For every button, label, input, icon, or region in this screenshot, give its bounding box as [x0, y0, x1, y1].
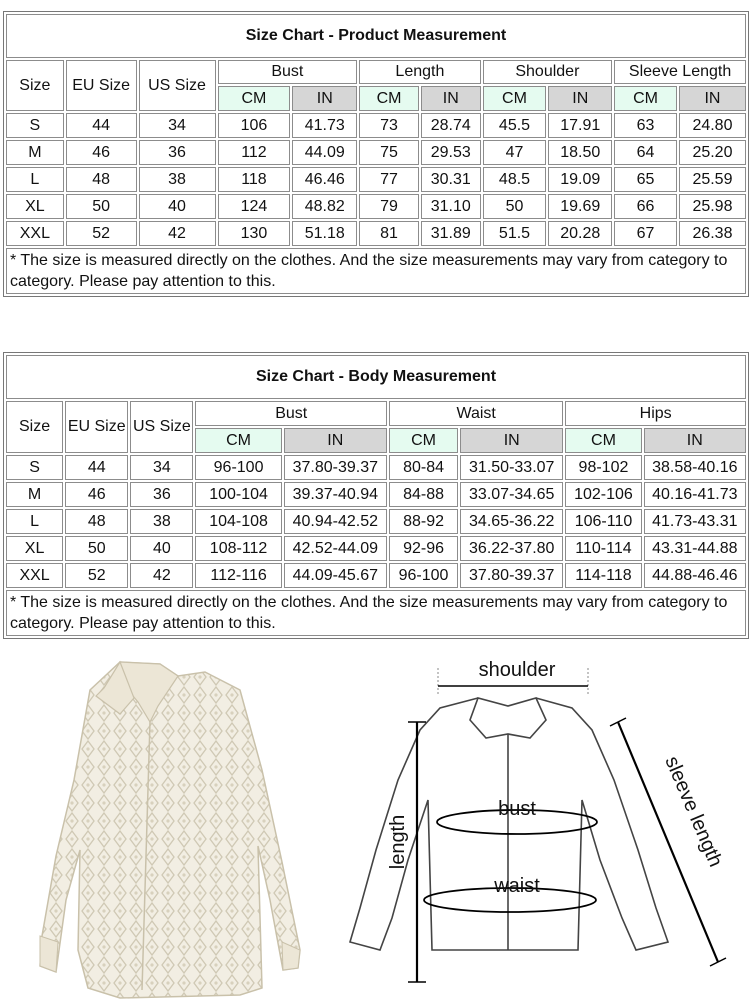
- product-chart-title: Size Chart - Product Measurement: [6, 14, 746, 58]
- unit-in: IN: [460, 428, 563, 453]
- table-cell: 110-114: [565, 536, 641, 561]
- table-row: [6, 455, 746, 480]
- product-chart-note: * The size is measured directly on the clothes. And the size measurements may vary from category to category. Please pay attention to this.: [6, 248, 746, 294]
- table-cell: 29.53: [421, 140, 481, 165]
- table-cell: 42: [130, 563, 193, 588]
- body-chart-note: * The size is measured directly on the clothes. And the size measurements may vary from category to category. Please pay attention to this.: [6, 590, 746, 636]
- table-cell: XXL: [6, 221, 64, 246]
- table-cell: 43.31-44.88: [644, 536, 746, 561]
- table-cell: 130: [218, 221, 291, 246]
- table-cell: 106: [218, 113, 291, 138]
- table-cell: 48.82: [292, 194, 357, 219]
- table-cell: 112-116: [195, 563, 281, 588]
- table-cell: 112: [218, 140, 291, 165]
- label-waist: waist: [494, 875, 540, 897]
- table-cell: 48.5: [483, 167, 547, 192]
- label-length: length: [387, 814, 409, 870]
- unit-in: IN: [421, 86, 481, 111]
- table-cell: 124: [218, 194, 291, 219]
- table-cell: 65: [614, 167, 677, 192]
- table-cell: 25.20: [679, 140, 746, 165]
- table-cell: 44.09-45.67: [284, 563, 387, 588]
- table-cell: 114-118: [565, 563, 641, 588]
- table-cell: M: [6, 140, 64, 165]
- table-row: [6, 221, 746, 246]
- table-cell: 44.09: [292, 140, 357, 165]
- table-cell: 44: [65, 455, 128, 480]
- table-cell: L: [6, 167, 64, 192]
- table-row: [6, 509, 746, 534]
- table-cell: 37.80-39.37: [460, 563, 563, 588]
- unit-in: IN: [679, 86, 746, 111]
- table-cell: 38.58-40.16: [644, 455, 746, 480]
- header-size: Size: [6, 401, 63, 453]
- table-cell: 81: [359, 221, 419, 246]
- label-bust: bust: [498, 798, 536, 820]
- header-sleeve-length: Sleeve Length: [614, 60, 746, 84]
- table-cell: 88-92: [389, 509, 458, 534]
- header-size: Size: [6, 60, 64, 111]
- header-hips: Hips: [565, 401, 746, 426]
- table-cell: 66: [614, 194, 677, 219]
- body-size-chart: [3, 352, 749, 639]
- table-cell: 41.73-43.31: [644, 509, 746, 534]
- table-cell: 98-102: [565, 455, 641, 480]
- table-cell: 118: [218, 167, 291, 192]
- table-cell: 80-84: [389, 455, 458, 480]
- table-cell: 36: [139, 140, 216, 165]
- table-cell: 31.50-33.07: [460, 455, 563, 480]
- table-row: [6, 167, 746, 192]
- table-cell: 84-88: [389, 482, 458, 507]
- table-cell: 17.91: [548, 113, 612, 138]
- table-cell: 37.80-39.37: [284, 455, 387, 480]
- table-cell: 40: [130, 536, 193, 561]
- table-cell: 39.37-40.94: [284, 482, 387, 507]
- table-cell: 41.73: [292, 113, 357, 138]
- table-cell: 77: [359, 167, 419, 192]
- header-waist: Waist: [389, 401, 563, 426]
- table-cell: 45.5: [483, 113, 547, 138]
- table-cell: 50: [483, 194, 547, 219]
- table-cell: 104-108: [195, 509, 281, 534]
- table-cell: 67: [614, 221, 677, 246]
- header-bust: Bust: [195, 401, 386, 426]
- table-cell: 42: [139, 221, 216, 246]
- table-cell: 96-100: [195, 455, 281, 480]
- table-row: [6, 536, 746, 561]
- unit-cm: CM: [218, 86, 291, 111]
- table-row: [6, 563, 746, 588]
- table-row: [6, 140, 746, 165]
- unit-cm: CM: [389, 428, 458, 453]
- table-cell: 40: [139, 194, 216, 219]
- table-cell: 30.31: [421, 167, 481, 192]
- table-cell: 48: [65, 509, 128, 534]
- table-cell: XXL: [6, 563, 63, 588]
- table-cell: 102-106: [565, 482, 641, 507]
- table-cell: 44.88-46.46: [644, 563, 746, 588]
- table-cell: 47: [483, 140, 547, 165]
- table-cell: 51.5: [483, 221, 547, 246]
- unit-cm: CM: [483, 86, 547, 111]
- table-cell: S: [6, 455, 63, 480]
- unit-in: IN: [548, 86, 612, 111]
- table-cell: 46: [65, 482, 128, 507]
- table-cell: 40.16-41.73: [644, 482, 746, 507]
- table-cell: 64: [614, 140, 677, 165]
- table-cell: 31.89: [421, 221, 481, 246]
- unit-cm: CM: [614, 86, 677, 111]
- figure-svg: [0, 650, 750, 1000]
- body-chart-title: Size Chart - Body Measurement: [6, 355, 746, 399]
- table-cell: 92-96: [389, 536, 458, 561]
- table-cell: 19.69: [548, 194, 612, 219]
- table-cell: L: [6, 509, 63, 534]
- table-cell: 50: [65, 536, 128, 561]
- shirt-photo: [40, 662, 300, 998]
- table-cell: 33.07-34.65: [460, 482, 563, 507]
- table-cell: 19.09: [548, 167, 612, 192]
- unit-cm: CM: [195, 428, 281, 453]
- table-cell: 36.22-37.80: [460, 536, 563, 561]
- table-cell: XL: [6, 536, 63, 561]
- table-cell: 79: [359, 194, 419, 219]
- product-size-table: [4, 12, 748, 296]
- unit-cm: CM: [565, 428, 641, 453]
- table-cell: 24.80: [679, 113, 746, 138]
- product-size-chart: [3, 11, 749, 297]
- table-cell: 25.98: [679, 194, 746, 219]
- table-cell: 73: [359, 113, 419, 138]
- unit-in: IN: [644, 428, 746, 453]
- unit-in: IN: [292, 86, 357, 111]
- table-row: [6, 113, 746, 138]
- table-cell: 38: [130, 509, 193, 534]
- table-cell: 42.52-44.09: [284, 536, 387, 561]
- unit-cm: CM: [359, 86, 419, 111]
- table-cell: 28.74: [421, 113, 481, 138]
- table-cell: 40.94-42.52: [284, 509, 387, 534]
- table-cell: 44: [66, 113, 137, 138]
- label-sleeve-length: sleeve length: [660, 753, 727, 871]
- table-cell: 52: [66, 221, 137, 246]
- table-cell: 108-112: [195, 536, 281, 561]
- table-cell: 106-110: [565, 509, 641, 534]
- table-cell: 50: [66, 194, 137, 219]
- table-cell: M: [6, 482, 63, 507]
- table-cell: S: [6, 113, 64, 138]
- table-cell: 52: [65, 563, 128, 588]
- table-cell: XL: [6, 194, 64, 219]
- table-row: [6, 482, 746, 507]
- table-cell: 34: [130, 455, 193, 480]
- header-us-size: US Size: [139, 60, 216, 111]
- table-cell: 34: [139, 113, 216, 138]
- header-bust: Bust: [218, 60, 358, 84]
- table-cell: 36: [130, 482, 193, 507]
- table-cell: 38: [139, 167, 216, 192]
- table-cell: 46.46: [292, 167, 357, 192]
- unit-in: IN: [284, 428, 387, 453]
- table-cell: 34.65-36.22: [460, 509, 563, 534]
- header-shoulder: Shoulder: [483, 60, 613, 84]
- header-eu-size: EU Size: [65, 401, 128, 453]
- table-row: [6, 194, 746, 219]
- header-eu-size: EU Size: [66, 60, 137, 111]
- table-cell: 25.59: [679, 167, 746, 192]
- table-cell: 63: [614, 113, 677, 138]
- label-shoulder: shoulder: [478, 659, 556, 681]
- measurement-figure: [0, 650, 750, 1000]
- table-cell: 46: [66, 140, 137, 165]
- table-cell: 31.10: [421, 194, 481, 219]
- table-cell: 51.18: [292, 221, 357, 246]
- table-cell: 75: [359, 140, 419, 165]
- body-size-table: [4, 353, 748, 638]
- header-length: Length: [359, 60, 480, 84]
- table-cell: 20.28: [548, 221, 612, 246]
- table-cell: 18.50: [548, 140, 612, 165]
- table-cell: 100-104: [195, 482, 281, 507]
- header-us-size: US Size: [130, 401, 193, 453]
- table-cell: 26.38: [679, 221, 746, 246]
- table-cell: 48: [66, 167, 137, 192]
- table-cell: 96-100: [389, 563, 458, 588]
